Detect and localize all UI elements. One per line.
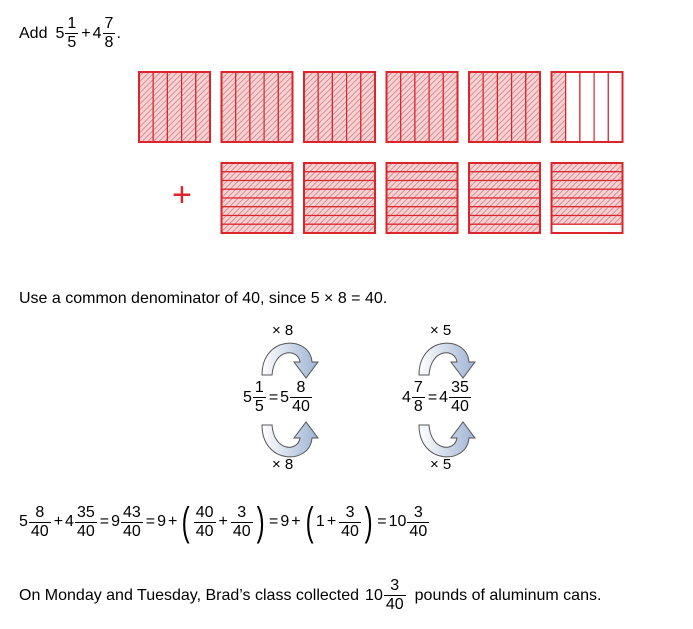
right-bottom-arrow-icon [419, 422, 475, 457]
open-paren: ( [305, 500, 314, 544]
mixed-b-whole: 4 [92, 24, 102, 42]
sum-equation: 5 $\frac{8}{40}$ + 4 $\frac{35}{40}$ = 9 $\frac{43}{40}$ = 9 + ( $\frac{40}{40}$ + $\frac{3}{40}$ ) = 9 + ( 1 + $\frac{3}{40}$ ) = 10 $\frac{3}{40}$ [19, 500, 428, 544]
mixed-a-whole: 5 [55, 24, 65, 42]
add-label: Add [19, 24, 48, 42]
period: . [116, 24, 121, 42]
answer-sentence: On Monday and Tuesday, Brad’s class collected 10 $\frac{3}{40}$ pounds of aluminum cans. [19, 577, 602, 613]
close-paren: ) [364, 500, 373, 544]
right-multiplier-top: × 5 [430, 322, 452, 339]
right-multiplier-bottom: × 5 [430, 456, 452, 473]
common-denominator-text: Use a common denominator of 40, since 5 × 8 = 40. [19, 290, 388, 307]
fraction-b: $\frac{7}{8}$ [104, 15, 114, 51]
left-conversion: 5 $\frac{1}{5}$ = 5 $\frac{8}{40}$ [243, 379, 310, 415]
right-conversion: 4 $\frac{7}{8}$ = 4 $\frac{35}{40}$ [402, 379, 469, 415]
left-bottom-arrow-icon [262, 422, 318, 457]
open-paren: ( [182, 500, 191, 544]
right-top-arrow-icon [419, 343, 475, 378]
plus-operator: + [81, 24, 91, 42]
left-top-arrow-icon [262, 343, 318, 378]
left-multiplier-bottom: × 8 [272, 456, 294, 473]
left-multiplier-top: × 8 [272, 322, 294, 339]
fraction-a: $\frac{1}{5}$ [67, 15, 77, 51]
model-plus-sign: + [172, 176, 192, 214]
close-paren: ) [256, 500, 265, 544]
